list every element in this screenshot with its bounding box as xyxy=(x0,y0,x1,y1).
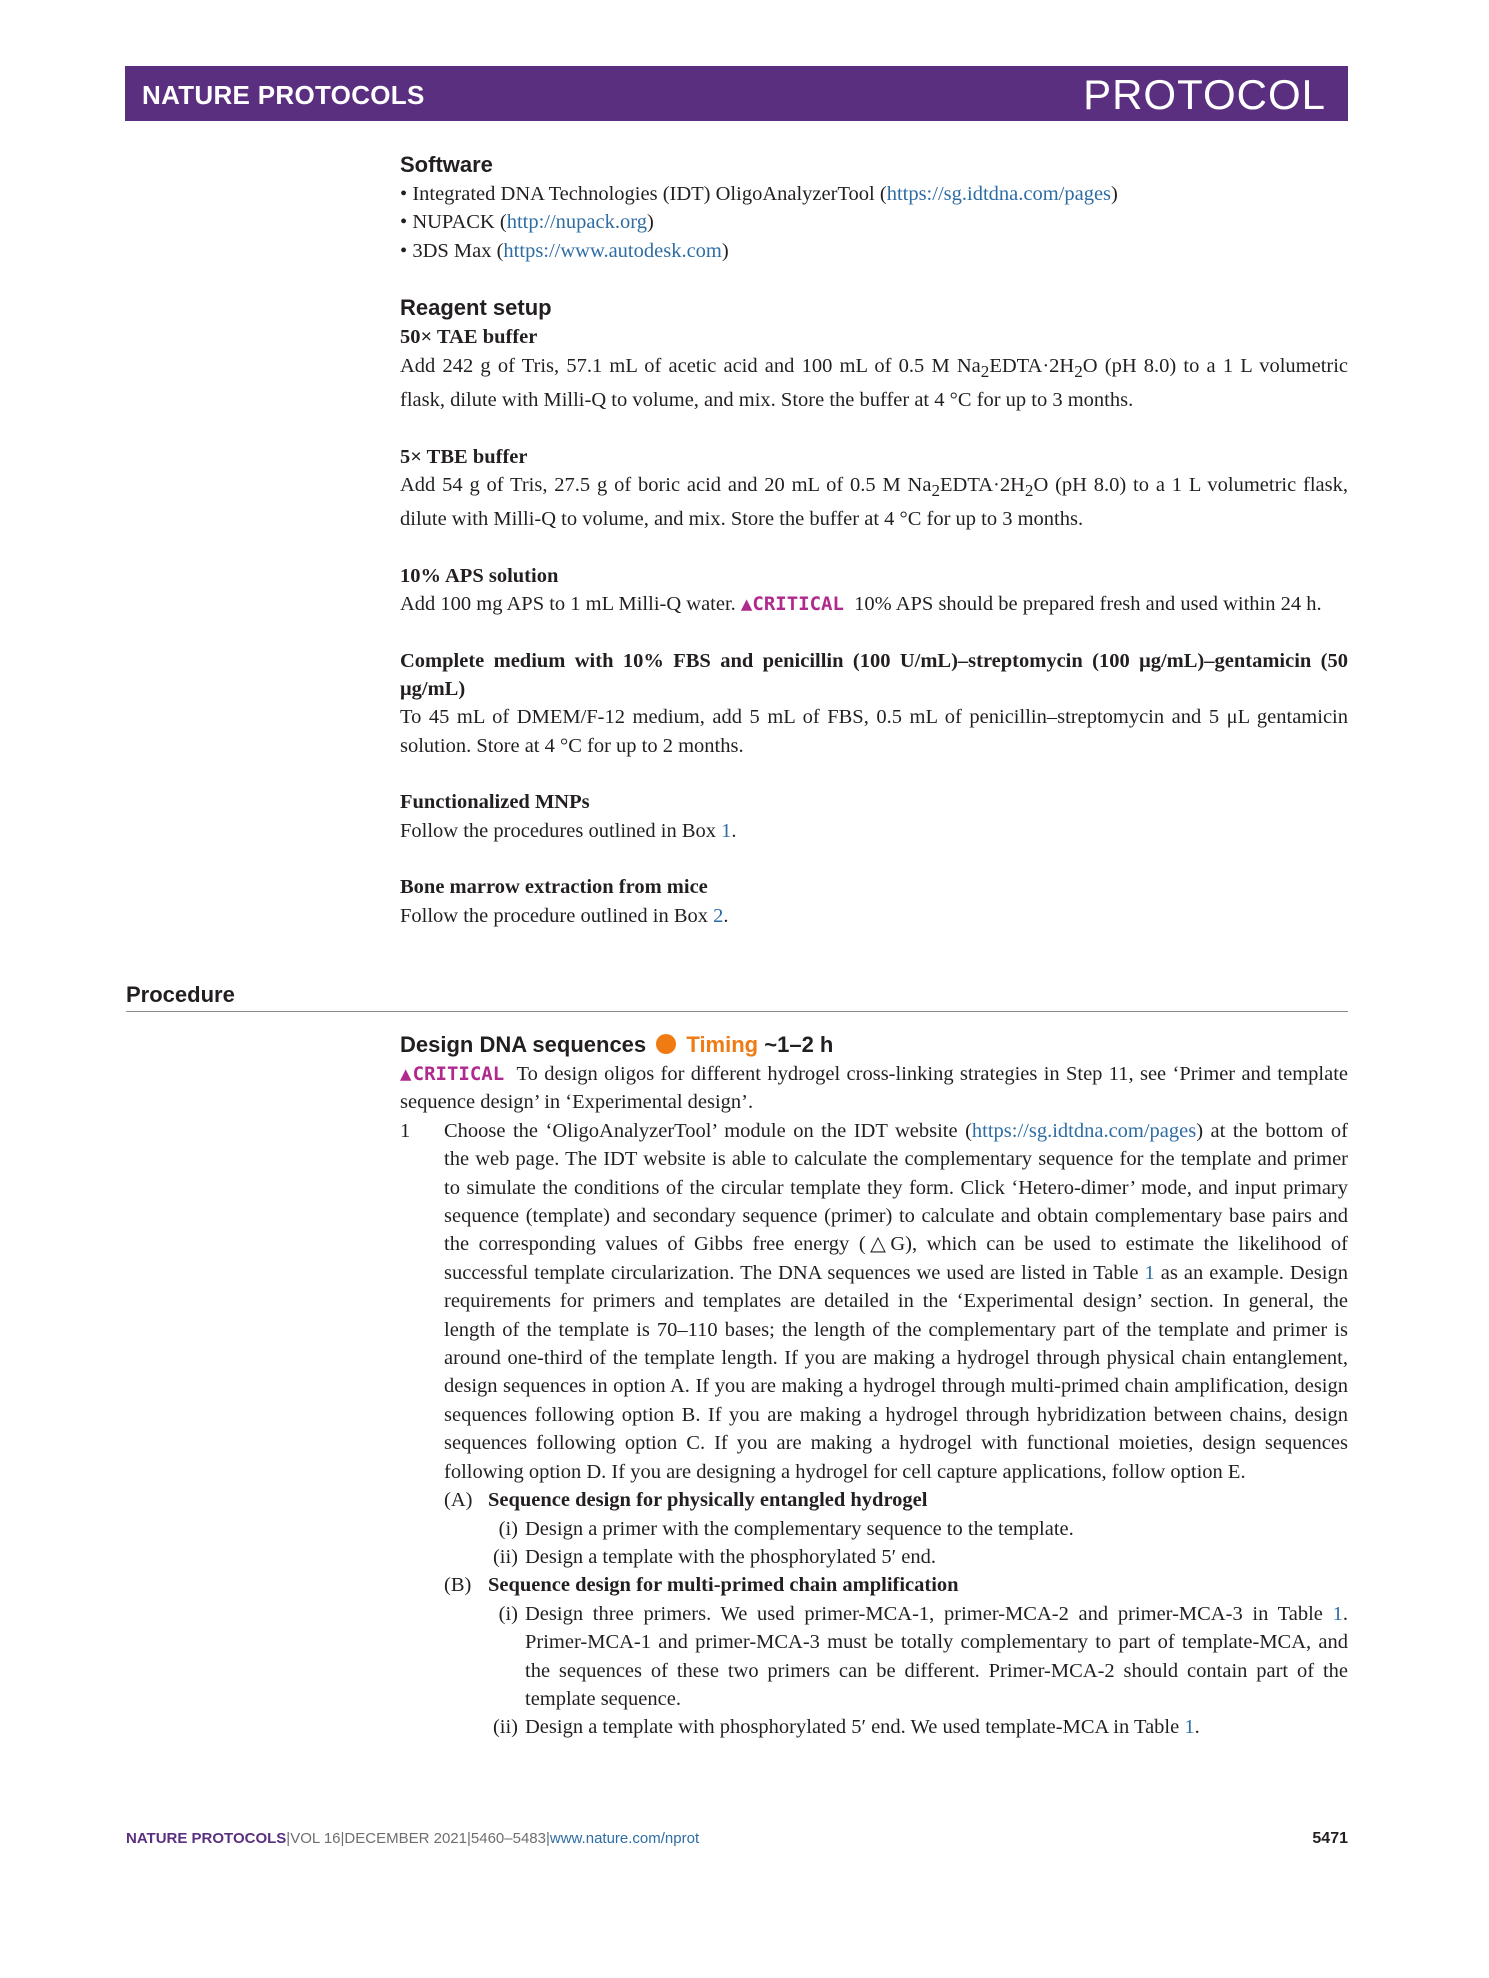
idt-link[interactable]: https://sg.idtdna.com/pages xyxy=(971,1119,1197,1142)
software-item: • NUPACK (http://nupack.org) xyxy=(400,211,654,234)
footer-volume: VOL 16 xyxy=(290,1830,341,1847)
article-type: PROTOCOL xyxy=(1083,71,1326,118)
footer-date: DECEMBER 2021 xyxy=(344,1830,467,1847)
timing-dot-icon xyxy=(656,1034,676,1054)
critical-triangle-icon: ▲ xyxy=(400,1063,413,1085)
option-b: (B) Sequence design for multi-primed chain amplification xyxy=(444,1571,1348,1599)
delta-icon: △ xyxy=(865,1233,891,1256)
nupack-link[interactable]: http://nupack.org xyxy=(506,211,647,234)
aps-text: Add 100 mg APS to 1 mL Milli-Q water. ▲CRITICAL 10% APS should be prepared fresh and used within 24 h. xyxy=(400,590,1348,618)
option-a-ii: (ii) Design a template with the phosphorylated 5′ end. xyxy=(492,1545,936,1568)
design-heading: Design DNA sequences Timing ~1–2 h xyxy=(400,1032,834,1057)
autodesk-link[interactable]: https://www.autodesk.com xyxy=(503,239,722,262)
journal-header-bar xyxy=(125,66,1348,121)
tbe-text: Add 54 g of Tris, 27.5 g of boric acid and 20 mL of 0.5 M $Na_2EDTA\cdot 2H_2O$ (pH 8.0) to a 1 L volumetric flask, dilute with Milli-Q to volume, and mix. Store the buffer at 4 °C for up to 3 months. xyxy=(400,473,1348,531)
aps-title: 10% APS solution xyxy=(400,564,559,587)
option-b-i: (i) Design three primers. We used primer-MCA-1, primer-MCA-2 and primer-MCA-3 in Table 1. Primer-MCA-1 and primer-MCA-3 must be totally complementary to part of template-MCA, and the sequences of these two primers can be different. Primer-MCA-2 should contain part of the template sequence. xyxy=(498,1602,1348,1710)
option-a-title: Sequence design for physically entangled hydrogel xyxy=(488,1489,928,1512)
procedure-content xyxy=(400,1030,1348,1742)
idt-link[interactable]: https://sg.idtdna.com/pages xyxy=(886,183,1112,205)
software-item: • 3DS Max (https://www.autodesk.com) xyxy=(400,239,729,262)
medium-title: Complete medium with 10% FBS and penicillin (100 U/mL)–streptomycin (100 μg/mL)–gentamicin (50 μg/mL) xyxy=(400,649,1348,701)
reagent-setup-title: Reagent setup xyxy=(400,295,552,321)
page-number: 5471 xyxy=(1312,1830,1348,1847)
critical-label: ▲CRITICAL xyxy=(741,593,844,615)
footer-url[interactable]: www.nature.com/nprot xyxy=(549,1830,700,1847)
journal-title: NATURE PROTOCOLS xyxy=(142,80,425,110)
mnps-text: Follow the procedures outlined in Box 1. xyxy=(400,819,737,842)
critical-label: ▲CRITICAL xyxy=(400,1063,505,1085)
software-title: Software xyxy=(400,152,493,177)
option-b-ii: (ii) Design a template with phosphorylated 5′ end. We used template-MCA in Table 1. xyxy=(492,1716,1200,1739)
main-content xyxy=(400,150,1348,930)
box-1-link[interactable]: 1 xyxy=(721,819,732,842)
step-1-text: Choose the ‘OligoAnalyzerTool’ module on the IDT website (https://sg.idtdna.com/pages) at the bottom of the web page. The IDT website is able to calculate the complementary sequence for the template and primer to simulate the conditions of the circular template they form. Click ‘Hetero-dimer’ mode, and input primary sequence (template) and secondary sequence (primer) to calculate and obtain complementary base pairs and the corresponding values of Gibbs free energy (△G), which can be used to estimate the likelihood of successful template circularization. The DNA sequences we used are listed in Table 1 as an example. Design requirements for primers and templates are detailed in the ‘Experimental design’ section. In general, the length of the template is 70–110 bases; the length of the complementary part of the template and primer is around one-third of the template length. If you are making a hydrogel through physical chain entanglement, design sequences in option A. If you are making a hydrogel through multi-primed chain amplification, design sequences following option B. If you are making a hydrogel through hybridization between chains, design sequences following option C. If you are making a hydrogel with functional moieties, design sequences following option D. If you are designing a hydrogel for cell capture applications, follow option E. xyxy=(444,1119,1349,1483)
table-1-link[interactable]: 1 xyxy=(1144,1261,1155,1284)
option-a: (A) Sequence design for physically entangled hydrogel xyxy=(444,1486,1348,1514)
mnps-title: Functionalized MNPs xyxy=(400,791,590,814)
tae-title: 50× TAE buffer xyxy=(400,326,538,349)
box-2-link[interactable]: 2 xyxy=(713,904,724,927)
table-1-link[interactable]: 1 xyxy=(1184,1716,1195,1739)
bone-marrow-title: Bone marrow extraction from mice xyxy=(400,876,708,899)
table-1-link[interactable]: 1 xyxy=(1332,1602,1343,1625)
bone-marrow-text: Follow the procedure outlined in Box 2. xyxy=(400,904,729,927)
critical-note: ▲CRITICAL To design oligos for different hydrogel cross-linking strategies in Step 11, see ‘Primer and template sequence design’ in ‘Experimental design’. xyxy=(400,1063,1348,1114)
footer-pages: 5460–5483 xyxy=(470,1830,546,1847)
option-a-i: (i) Design a primer with the complementary sequence to the template. xyxy=(498,1517,1074,1540)
tbe-title: 5× TBE buffer xyxy=(400,445,528,468)
page-footer: NATURE PROTOCOLS|VOL 16|DECEMBER 2021|5460–5483|www.nature.com/nprot 5471 xyxy=(126,1830,1348,1847)
step-number: 1 xyxy=(400,1119,411,1142)
software-item: • Integrated DNA Technologies (IDT) OligoAnalyzerTool (https://sg.idtdna.com/pages) xyxy=(400,183,1118,205)
medium-text: To 45 mL of DMEM/F-12 medium, add 5 mL of FBS, 0.5 mL of penicillin–streptomycin and 5 μL gentamicin solution. Store at 4 °C for up to 2 months. xyxy=(400,706,1348,757)
option-b-title: Sequence design for multi-primed chain amplification xyxy=(488,1574,959,1597)
tae-text: Add 242 g of Tris, 57.1 mL of acetic acid and 100 mL of 0.5 M $Na_2EDTA\cdot 2H_2O$ (pH 8.0) to a 1 L volumetric flask, dilute with Milli-Q to volume, and mix. Store the buffer at 4 °C for up to 3 months. xyxy=(400,354,1349,412)
procedure-divider xyxy=(126,1011,1348,1012)
step-1 xyxy=(400,1117,1348,1486)
critical-triangle-icon: ▲ xyxy=(740,593,753,616)
procedure-heading: Procedure xyxy=(126,982,235,1007)
footer-journal: NATURE PROTOCOLS xyxy=(126,1830,287,1847)
